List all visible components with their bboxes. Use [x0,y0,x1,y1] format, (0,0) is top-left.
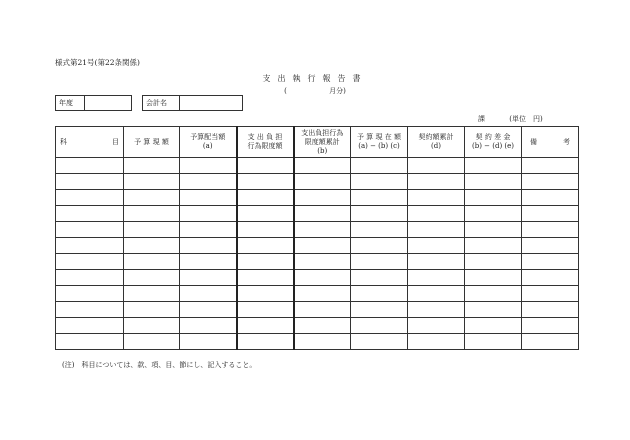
cell-contract-cumulative[interactable] [408,334,465,350]
cell-kamoku[interactable] [56,190,124,206]
table-row [56,286,579,302]
cell-budget-remaining[interactable] [351,238,408,254]
cell-commitment-limit[interactable] [237,222,294,238]
cell-commitment-limit[interactable] [237,270,294,286]
account-field[interactable] [180,96,243,111]
cell-contract-difference[interactable] [465,238,522,254]
table-row [56,222,579,238]
cell-commitment-cumulative[interactable] [294,318,351,334]
cell-budget-current[interactable] [124,318,180,334]
cell-budget-remaining[interactable] [351,270,408,286]
table-row [56,174,579,190]
table-row [56,302,579,318]
cell-contract-cumulative[interactable] [408,158,465,174]
header-commitment-cumulative: 支出負担行為 限度額累計 (b) [294,127,351,158]
cell-commitment-cumulative[interactable] [294,286,351,302]
cell-kamoku[interactable] [56,318,124,334]
cell-budget-remaining[interactable] [351,318,408,334]
cell-budget-allocation[interactable] [180,238,237,254]
cell-contract-cumulative[interactable] [408,174,465,190]
cell-contract-difference[interactable] [465,174,522,190]
cell-budget-allocation[interactable] [180,270,237,286]
cell-budget-allocation[interactable] [180,222,237,238]
cell-commitment-cumulative[interactable] [294,222,351,238]
cell-contract-cumulative[interactable] [408,254,465,270]
header-budget-current: 予 算 現 額 [124,127,180,158]
cell-contract-cumulative[interactable] [408,270,465,286]
cell-remarks[interactable] [522,302,579,318]
header-budget-allocation: 予算配当額 (a) [180,127,237,158]
cell-remarks[interactable] [522,270,579,286]
header-contract-difference: 契 約 差 金 (b) − (d) (e) [465,127,522,158]
cell-commitment-cumulative[interactable] [294,206,351,222]
year-label: 年度 [56,96,85,111]
header-row [56,127,579,158]
month-suffix: 月分) [329,87,346,95]
cell-remarks[interactable] [522,158,579,174]
header-budget-remaining: 予 算 現 在 額 (a) − (b) (c) [351,127,408,158]
table-row [56,238,579,254]
cell-budget-remaining[interactable] [351,222,408,238]
cell-commitment-cumulative[interactable] [294,174,351,190]
cell-commitment-cumulative[interactable] [294,238,351,254]
header-commitment-limit: 支 出 負 担 行為限度額 [237,127,294,158]
cell-budget-allocation[interactable] [180,206,237,222]
cell-contract-difference[interactable] [465,286,522,302]
cell-commitment-limit[interactable] [237,206,294,222]
cell-commitment-limit[interactable] [237,238,294,254]
table-row [56,158,579,174]
unit-line [478,114,543,124]
cell-commitment-limit[interactable] [237,174,294,190]
cell-remarks[interactable] [522,318,579,334]
form-number: 様式第21号(第22条関係) [55,58,140,67]
cell-contract-cumulative[interactable] [408,190,465,206]
cell-contract-difference[interactable] [465,334,522,350]
cell-budget-current[interactable] [124,286,180,302]
cell-commitment-cumulative[interactable] [294,270,351,286]
table-row [56,206,579,222]
cell-kamoku[interactable] [56,174,124,190]
section-label: 課 [478,115,485,123]
cell-remarks[interactable] [522,206,579,222]
cell-remarks[interactable] [522,174,579,190]
cell-kamoku[interactable] [56,206,124,222]
cell-kamoku[interactable] [56,158,124,174]
cell-budget-allocation[interactable] [180,174,237,190]
cell-budget-current[interactable] [124,254,180,270]
year-field[interactable] [85,96,132,111]
cell-budget-allocation[interactable] [180,318,237,334]
table-row [56,190,579,206]
cell-budget-current[interactable] [124,174,180,190]
table-row [56,270,579,286]
cell-contract-difference[interactable] [465,222,522,238]
cell-kamoku[interactable] [56,302,124,318]
cell-budget-current[interactable] [124,222,180,238]
cell-kamoku[interactable] [56,238,124,254]
cell-contract-difference[interactable] [465,254,522,270]
cell-budget-remaining[interactable] [351,174,408,190]
cell-contract-difference[interactable] [465,318,522,334]
cell-commitment-limit[interactable] [237,254,294,270]
cell-commitment-limit[interactable] [237,334,294,350]
cell-commitment-cumulative[interactable] [294,190,351,206]
table-row [56,334,579,350]
cell-budget-current[interactable] [124,238,180,254]
cell-remarks[interactable] [522,238,579,254]
cell-remarks[interactable] [522,334,579,350]
cell-remarks[interactable] [522,190,579,206]
cell-contract-cumulative[interactable] [408,286,465,302]
footnote: (注) 科目については、款、項、目、節にし、記入すること。 [62,361,257,369]
cell-remarks[interactable] [522,222,579,238]
header-kamoku: 科 目 [56,127,124,158]
cell-budget-allocation[interactable] [180,334,237,350]
cell-commitment-cumulative[interactable] [294,302,351,318]
month-open-paren: ( [284,87,287,95]
cell-budget-allocation[interactable] [180,158,237,174]
cell-contract-difference[interactable] [465,302,522,318]
cell-commitment-limit[interactable] [237,190,294,206]
cell-budget-current[interactable] [124,158,180,174]
header-remarks: 備 考 [522,127,579,158]
cell-contract-cumulative[interactable] [408,318,465,334]
cell-budget-remaining[interactable] [351,334,408,350]
report-title: 支出執行報告書 [262,74,368,83]
cell-contract-cumulative[interactable] [408,238,465,254]
cell-contract-cumulative[interactable] [408,206,465,222]
info-table [55,95,243,111]
header-contract-cumulative: 契約額累計 (d) [408,127,465,158]
cell-contract-difference[interactable] [465,190,522,206]
cell-kamoku[interactable] [56,270,124,286]
table-row [56,254,579,270]
cell-budget-allocation[interactable] [180,286,237,302]
cell-remarks[interactable] [522,286,579,302]
expenditure-table [55,126,579,350]
cell-commitment-cumulative[interactable] [294,254,351,270]
cell-budget-current[interactable] [124,302,180,318]
cell-commitment-limit[interactable] [237,318,294,334]
cell-contract-difference[interactable] [465,206,522,222]
cell-contract-difference[interactable] [465,158,522,174]
cell-budget-remaining[interactable] [351,254,408,270]
cell-budget-remaining[interactable] [351,286,408,302]
cell-budget-current[interactable] [124,206,180,222]
cell-kamoku[interactable] [56,222,124,238]
cell-kamoku[interactable] [56,254,124,270]
unit-label: (単位 円) [509,115,543,123]
cell-kamoku[interactable] [56,286,124,302]
cell-remarks[interactable] [522,254,579,270]
cell-commitment-cumulative[interactable] [294,158,351,174]
cell-contract-difference[interactable] [465,270,522,286]
cell-commitment-cumulative[interactable] [294,334,351,350]
cell-budget-allocation[interactable] [180,302,237,318]
cell-budget-allocation[interactable] [180,254,237,270]
cell-contract-cumulative[interactable] [408,222,465,238]
table-row [56,318,579,334]
cell-contract-cumulative[interactable] [408,302,465,318]
cell-budget-remaining[interactable] [351,190,408,206]
cell-budget-current[interactable] [124,334,180,350]
cell-budget-remaining[interactable] [351,206,408,222]
account-label: 会計名 [143,96,180,111]
cell-commitment-limit[interactable] [237,158,294,174]
cell-kamoku[interactable] [56,334,124,350]
cell-budget-current[interactable] [124,270,180,286]
cell-budget-remaining[interactable] [351,302,408,318]
cell-budget-remaining[interactable] [351,158,408,174]
cell-budget-current[interactable] [124,190,180,206]
cell-commitment-limit[interactable] [237,286,294,302]
cell-commitment-limit[interactable] [237,302,294,318]
cell-budget-allocation[interactable] [180,190,237,206]
